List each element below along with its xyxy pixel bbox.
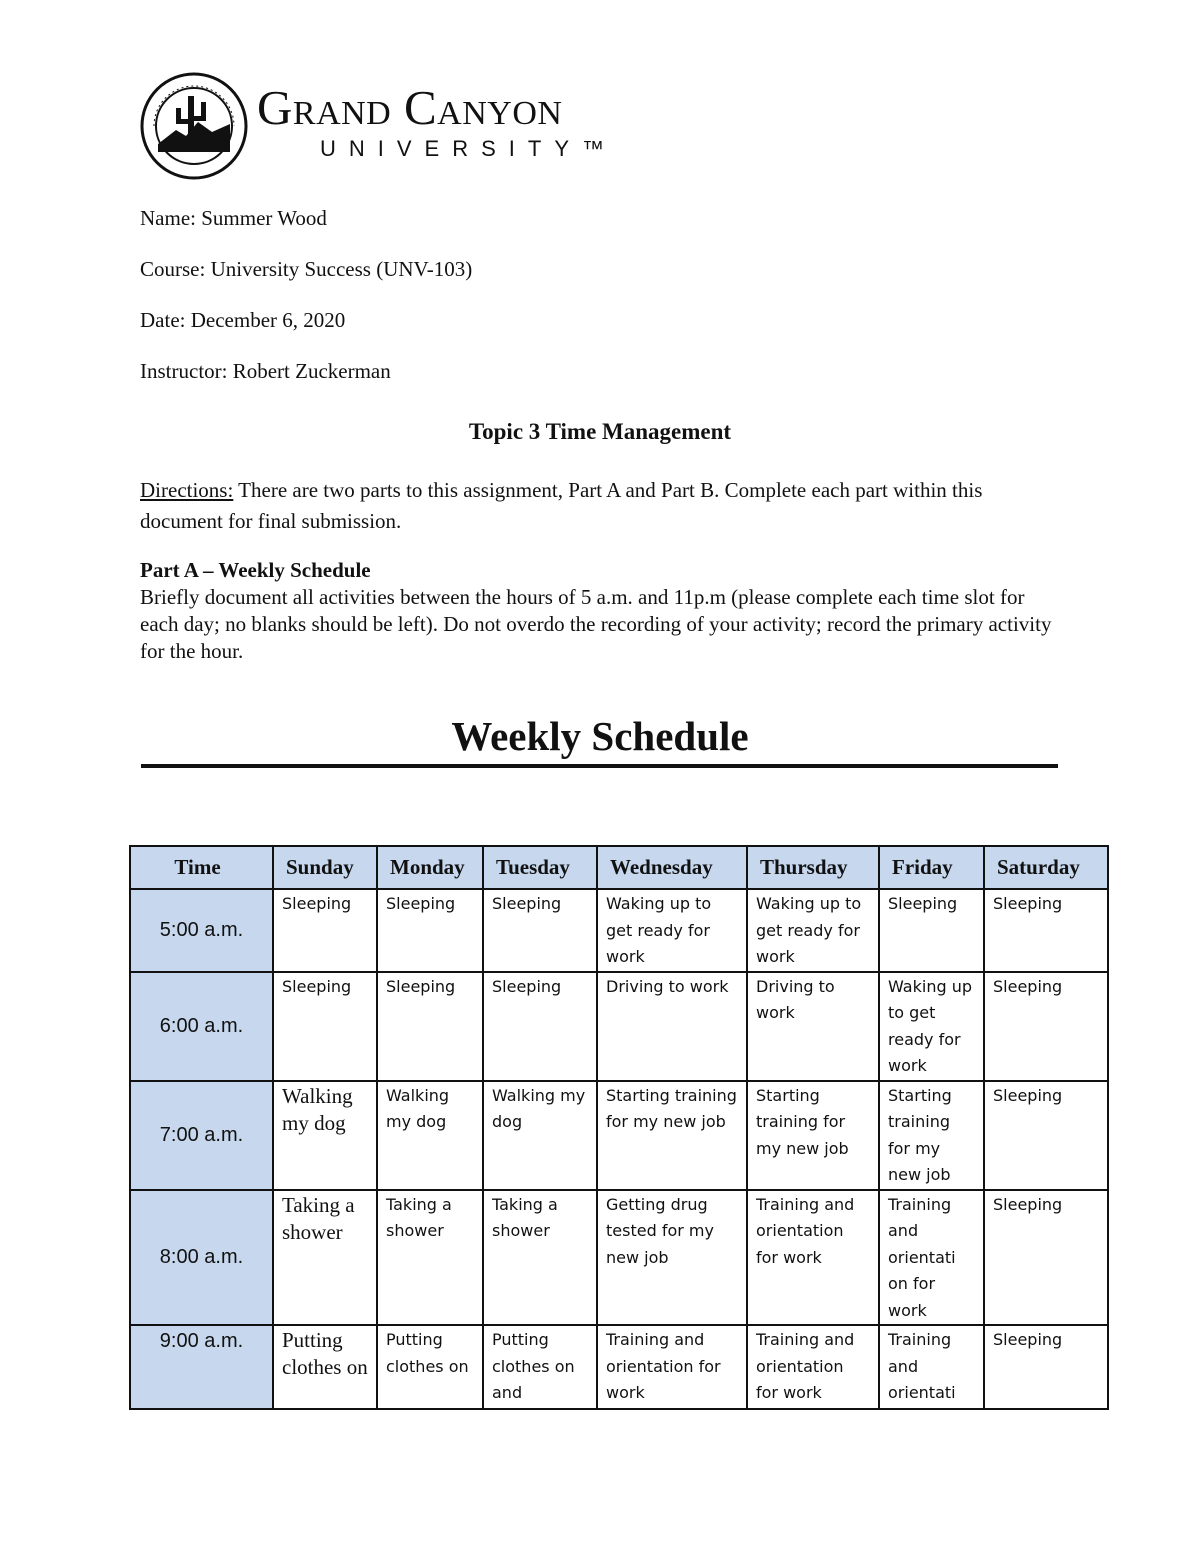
table-row [130,1190,1108,1326]
table-cell: Starting training for my new job [747,1081,879,1190]
header-tuesday: Tuesday [483,846,597,889]
table-cell: Training and orientati on for work [879,1190,984,1326]
table-cell: Taking a shower [273,1190,377,1326]
table-cell: Sleeping [879,889,984,972]
header-time: Time [130,846,273,889]
table-cell: Getting drug tested for my new job [597,1190,747,1326]
time-slot: 6:00 a.m. [130,972,273,1081]
table-row [130,972,1108,1081]
table-cell: Starting training for my new job [597,1081,747,1190]
header-saturday: Saturday [984,846,1108,889]
instructor: Instructor: Robert Zuckerman [140,359,391,383]
assignment-title: Topic 3 Time Management [468,419,732,444]
table-cell: Sleeping [273,972,377,1081]
table-cell: Sleeping [377,972,483,1081]
table-row [130,1325,1108,1409]
weekly-schedule-title: Weekly Schedule [451,713,749,759]
table-cell: Training and orientation for work [747,1190,879,1326]
time-slot: 7:00 a.m. [130,1081,273,1190]
table-cell: Training and orientation for work [597,1325,747,1409]
table-cell: Sleeping [984,1325,1108,1409]
header-wednesday: Wednesday [597,846,747,889]
logo-wordmark-bottom: UNIVERSITY™ [320,136,618,161]
directions-text: There are two parts to this assignment, Part A and Part B. Complete each part within this document for final submission. [140,478,983,533]
table-cell: Walking my dog [483,1081,597,1190]
table-cell: Sleeping [483,972,597,1081]
table-cell: Starting training for my new job [879,1081,984,1190]
header-friday: Friday [879,846,984,889]
table-cell: Driving to work [747,972,879,1081]
table-cell: Putting clothes on [377,1325,483,1409]
table-cell: Sleeping [273,889,377,972]
student-name: Name: Summer Wood [140,206,327,230]
part-a-instructions: Briefly document all activities between the hours of 5 a.m. and 11p.m (please complete each time slot for each day; no blanks should be left). Do not overdo the recording of your activity; record the primary activity for the hour. [140,585,1052,663]
header-monday: Monday [377,846,483,889]
weekly-schedule-table [129,845,1109,1410]
table-cell: Sleeping [377,889,483,972]
table-cell: Training and orientati [879,1325,984,1409]
directions [140,475,1060,537]
table-cell: Sleeping [984,972,1108,1081]
table-cell: Taking a shower [377,1190,483,1326]
table-row [130,889,1108,972]
table-cell: Taking a shower [483,1190,597,1326]
table-cell: Driving to work [597,972,747,1081]
university-logo [140,72,620,182]
directions-label: Directions: [140,478,234,502]
header-thursday: Thursday [747,846,879,889]
time-slot: 8:00 a.m. [130,1190,273,1326]
table-cell: Putting clothes on [273,1325,377,1409]
logo-wordmark-top: Grand Canyon [257,80,563,135]
table-cell: Sleeping [984,1081,1108,1190]
table-cell: Walking my dog [273,1081,377,1190]
table-header-row [130,846,1108,889]
table-cell: Sleeping [984,1190,1108,1326]
course: Course: University Success (UNV-103) [140,257,473,281]
university-seal-icon [140,72,248,180]
table-cell: Waking up to get ready for work [597,889,747,972]
table-cell: Walking my dog [377,1081,483,1190]
table-cell: Waking up to get ready for work [879,972,984,1081]
part-a-heading: Part A – Weekly Schedule [140,558,371,582]
table-cell: Sleeping [984,889,1108,972]
table-cell: Waking up to get ready for work [747,889,879,972]
header-sunday: Sunday [273,846,377,889]
table-cell: Sleeping [483,889,597,972]
time-slot: 5:00 a.m. [130,889,273,972]
title-divider [141,764,1058,768]
date: Date: December 6, 2020 [140,308,346,332]
table-cell: Putting clothes on and [483,1325,597,1409]
time-slot: 9:00 a.m. [130,1325,273,1409]
table-row [130,1081,1108,1190]
table-cell: Training and orientation for work [747,1325,879,1409]
